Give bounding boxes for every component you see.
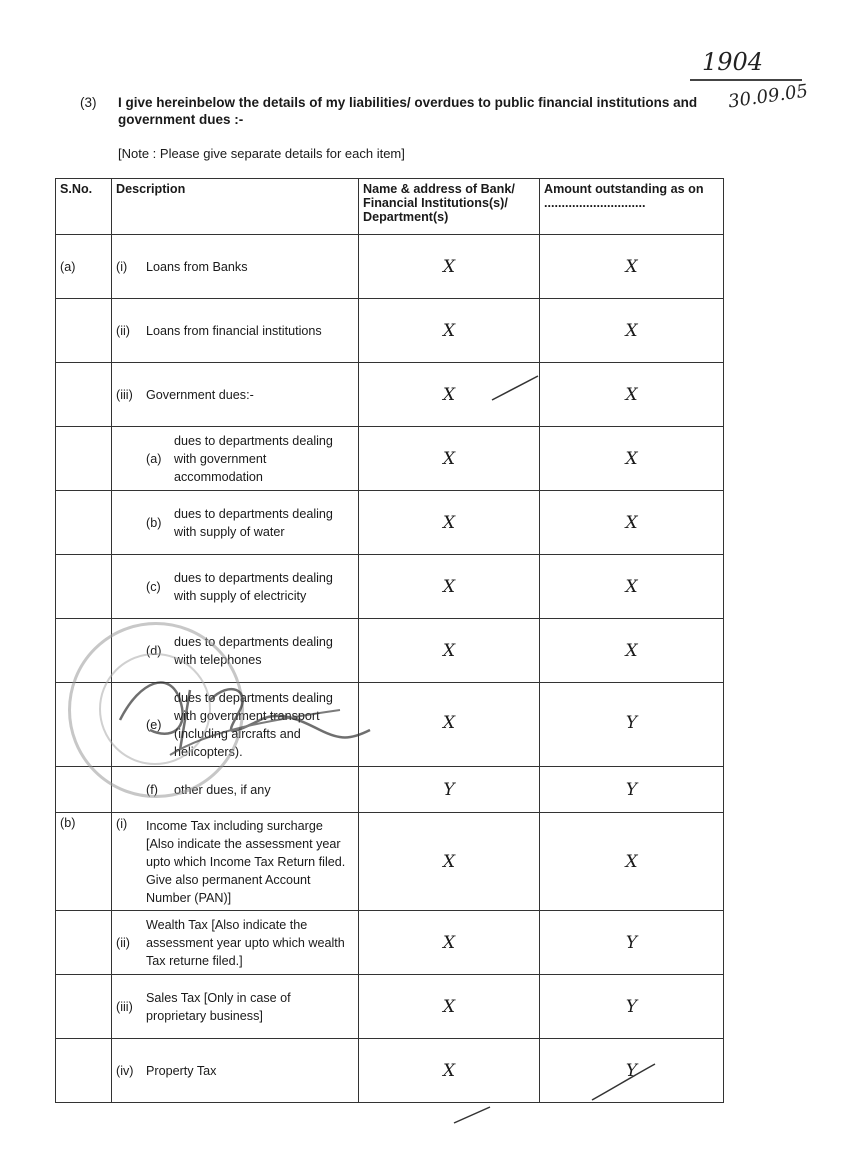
amount-cell: Y <box>540 975 724 1039</box>
handwritten-signature <box>110 660 380 770</box>
row-sub: (d) <box>146 643 162 658</box>
pen-stroke <box>452 1105 492 1125</box>
row-roman: (ii) <box>116 935 130 950</box>
table-row <box>56 911 724 975</box>
row-sub: (c) <box>146 579 161 594</box>
row-roman: (iii) <box>116 387 133 402</box>
amount-cell: Y <box>540 767 724 813</box>
row-description <box>112 299 359 363</box>
bank-cell: X <box>359 911 540 975</box>
row-description <box>112 555 359 619</box>
liabilities-declaration <box>80 94 720 128</box>
row-sno <box>56 911 112 975</box>
row-sno: (b) <box>56 813 112 911</box>
bank-cell: X <box>359 235 540 299</box>
reference-underline <box>690 79 802 81</box>
row-description <box>112 363 359 427</box>
bank-cell: X <box>359 813 540 911</box>
amount-cell: X <box>540 363 724 427</box>
header-row <box>56 179 724 235</box>
row-text: dues to departments dealing with supply of electricity <box>174 570 333 603</box>
header-amount: Amount outstanding as on ............................. <box>540 179 724 235</box>
header-description: Description <box>112 179 359 235</box>
row-description <box>112 427 359 491</box>
table-row <box>56 491 724 555</box>
row-roman: (i) <box>116 816 128 831</box>
row-text: Income Tax including surcharge [Also indicate the assessment year upto which Income Tax Return filed. Give also permanent Account Number (PAN)] <box>146 818 346 905</box>
row-text: dues to departments dealing with supply of water <box>174 506 333 539</box>
header-sno: S.No. <box>56 179 112 235</box>
row-description <box>112 911 359 975</box>
amount-cell: X <box>540 813 724 911</box>
row-sub: (b) <box>146 515 162 530</box>
table-row <box>56 555 724 619</box>
row-text: Loans from financial institutions <box>146 323 322 338</box>
row-sub: (a) <box>146 451 162 466</box>
row-text: Wealth Tax [Also indicate the assessment year upto which wealth Tax returne filed.] <box>146 917 345 968</box>
amount-cell: Y <box>540 683 724 767</box>
declaration-text: I give hereinbelow the details of my liabilities/ overdues to public financial institutions and government dues :- <box>118 95 698 127</box>
amount-cell: X <box>540 235 724 299</box>
amount-cell: Y <box>540 1039 724 1103</box>
row-description <box>112 813 359 911</box>
bank-cell: X <box>359 1039 540 1103</box>
row-sno: (a) <box>56 235 112 299</box>
pen-stroke <box>590 1060 660 1105</box>
table-row <box>56 299 724 363</box>
amount-cell: X <box>540 619 724 683</box>
table-row <box>56 427 724 491</box>
row-text: Sales Tax [Only in case of proprietary business] <box>146 990 291 1023</box>
table-row <box>56 813 724 911</box>
amount-cell: X <box>540 491 724 555</box>
row-sub: (f) <box>146 782 158 797</box>
table-row <box>56 235 724 299</box>
row-sno <box>56 363 112 427</box>
row-description <box>112 491 359 555</box>
bank-cell: X <box>359 427 540 491</box>
row-sno <box>56 555 112 619</box>
bank-cell: X <box>359 491 540 555</box>
bank-cell: Y <box>359 767 540 813</box>
row-roman: (iv) <box>116 1063 134 1078</box>
bank-cell: X <box>359 975 540 1039</box>
amount-cell: X <box>540 555 724 619</box>
handwritten-reference-number: 1904 <box>702 48 764 76</box>
row-text: Government dues:- <box>146 387 254 402</box>
pen-stroke <box>490 372 540 402</box>
bank-cell: X <box>359 363 540 427</box>
row-text: other dues, if any <box>174 782 271 797</box>
row-text: Property Tax <box>146 1063 217 1078</box>
amount-cell: X <box>540 299 724 363</box>
row-text: dues to departments dealing with telephones <box>174 634 333 667</box>
row-roman: (iii) <box>116 999 133 1014</box>
amount-cell: X <box>540 427 724 491</box>
row-sno <box>56 299 112 363</box>
row-description <box>112 235 359 299</box>
row-roman: (i) <box>116 259 128 274</box>
section-number: (3) <box>80 95 97 110</box>
row-sub: (e) <box>146 717 162 732</box>
table-row <box>56 975 724 1039</box>
row-text: dues to departments dealing with government transport (including aircrafts and helicopters). <box>174 690 333 759</box>
bank-cell: X <box>359 619 540 683</box>
note-text: [Note : Please give separate details for each item] <box>118 146 405 161</box>
row-sno <box>56 491 112 555</box>
row-sno <box>56 975 112 1039</box>
row-text: dues to departments dealing with government accommodation <box>174 433 333 484</box>
bank-cell: X <box>359 555 540 619</box>
row-description <box>112 1039 359 1103</box>
row-sno <box>56 1039 112 1103</box>
header-bank: Name & address of Bank/ Financial Institutions(s)/ Department(s) <box>359 179 540 235</box>
row-description <box>112 975 359 1039</box>
table-row <box>56 363 724 427</box>
row-sno <box>56 427 112 491</box>
row-roman: (ii) <box>116 323 130 338</box>
row-text: Loans from Banks <box>146 259 248 274</box>
bank-cell: X <box>359 299 540 363</box>
amount-cell: Y <box>540 911 724 975</box>
handwritten-date: 30.09.05 <box>726 80 810 113</box>
bank-cell: X <box>359 683 540 767</box>
